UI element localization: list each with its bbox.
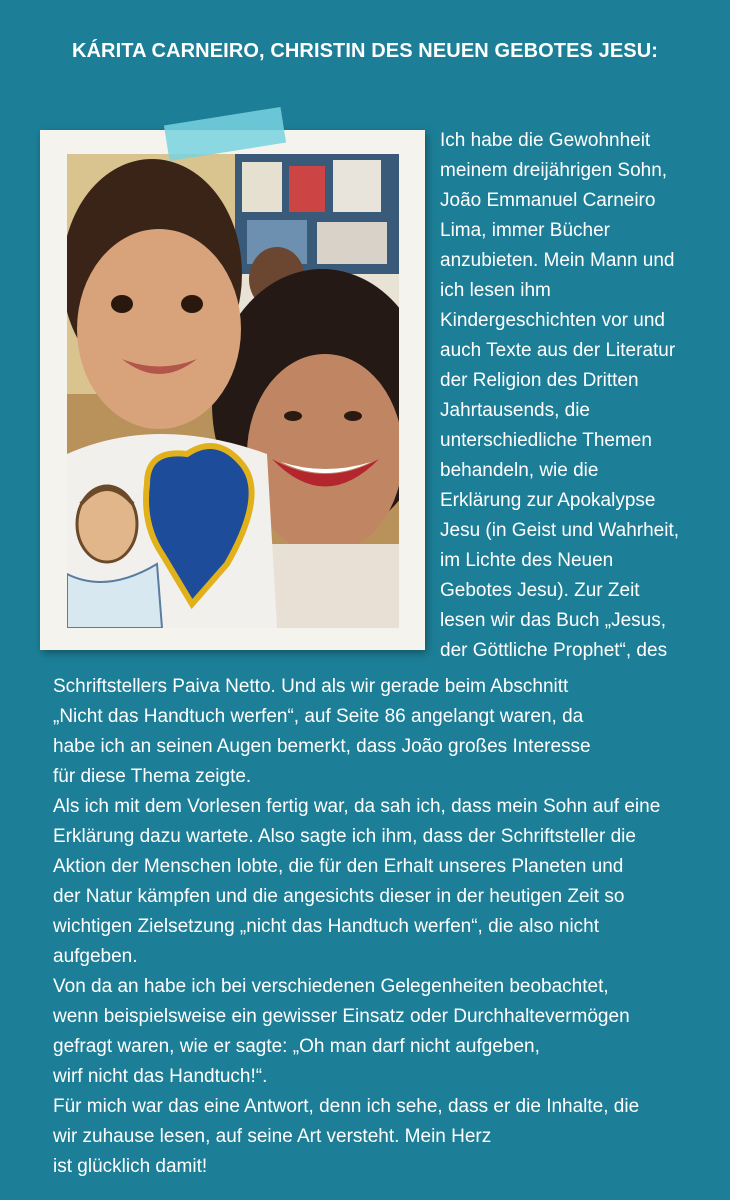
article-text-full-width [53, 672, 718, 1182]
text-line: Jahrtausends, die [440, 400, 590, 421]
text-line: Erklärung zur Apokalypse [440, 490, 656, 511]
text-line: für diese Thema zeigte. [53, 766, 252, 787]
text-line: aufgeben. [53, 946, 138, 967]
text-line: „Nicht das Handtuch werfen“, auf Seite 86 angelangt waren, da [53, 706, 584, 727]
text-line: der Göttliche Prophet“, des [440, 640, 668, 661]
text-line: wenn beispielsweise ein gewisser Einsatz oder Durchhaltevermögen [53, 1006, 630, 1027]
text-line: der Religion des Dritten [440, 370, 639, 391]
text-line: Kindergeschichten vor und [440, 310, 665, 331]
text-line: im Lichte des Neuen [440, 550, 614, 571]
text-line: gefragt waren, wie er sagte: „Oh man darf nicht aufgeben, [53, 1036, 540, 1057]
text-line: Von da an habe ich bei verschiedenen Gelegenheiten beobachtet, [53, 976, 609, 997]
text-line: Als ich mit dem Vorlesen fertig war, da sah ich, dass mein Sohn auf eine [53, 796, 661, 817]
text-line: Schriftstellers Paiva Netto. Und als wir gerade beim Abschnitt [53, 676, 569, 697]
text-line: anzubieten. Mein Mann und [440, 250, 675, 271]
mother-and-son-photo [67, 154, 399, 628]
text-line: Lima, immer Bücher [440, 220, 610, 241]
text-line: Gebotes Jesu). Zur Zeit [440, 580, 640, 601]
text-line: Ich habe die Gewohnheit [440, 130, 651, 151]
text-line: Erklärung dazu wartete. Also sagte ich ihm, dass der Schriftsteller die [53, 826, 636, 847]
text-line: ist glücklich damit! [53, 1156, 208, 1177]
text-line: der Natur kämpfen und die angesichts dieser in der heutigen Zeit so [53, 886, 625, 907]
text-line: unterschiedliche Themen [440, 430, 652, 451]
text-line: Für mich war das eine Antwort, denn ich sehe, dass er die Inhalte, die [53, 1096, 640, 1117]
text-line: wichtigen Zielsetzung „nicht das Handtuch werfen“, die also nicht [53, 916, 600, 937]
text-line: wir zuhause lesen, auf seine Art versteht. Mein Herz [53, 1126, 492, 1147]
text-line: meinem dreijährigen Sohn, [440, 160, 668, 181]
text-line: Jesu (in Geist und Wahrheit, [440, 520, 680, 541]
article-text-beside-photo [440, 126, 720, 666]
text-line: habe ich an seinen Augen bemerkt, dass João großes Interesse [53, 736, 591, 757]
text-line: ich lesen ihm [440, 280, 551, 301]
text-line: auch Texte aus der Literatur [440, 340, 676, 361]
polaroid-frame [40, 130, 425, 650]
article-title: KÁRITA CARNEIRO, CHRISTIN DES NEUEN GEBOTES JESU: [71, 40, 659, 62]
text-line: behandeln, wie die [440, 460, 599, 481]
text-line: wirf nicht das Handtuch!“. [53, 1066, 268, 1087]
text-line: Aktion der Menschen lobte, die für den Erhalt unseres Planeten und [53, 856, 624, 877]
text-line: lesen wir das Buch „Jesus, [440, 610, 666, 631]
text-line: João Emmanuel Carneiro [440, 190, 656, 211]
